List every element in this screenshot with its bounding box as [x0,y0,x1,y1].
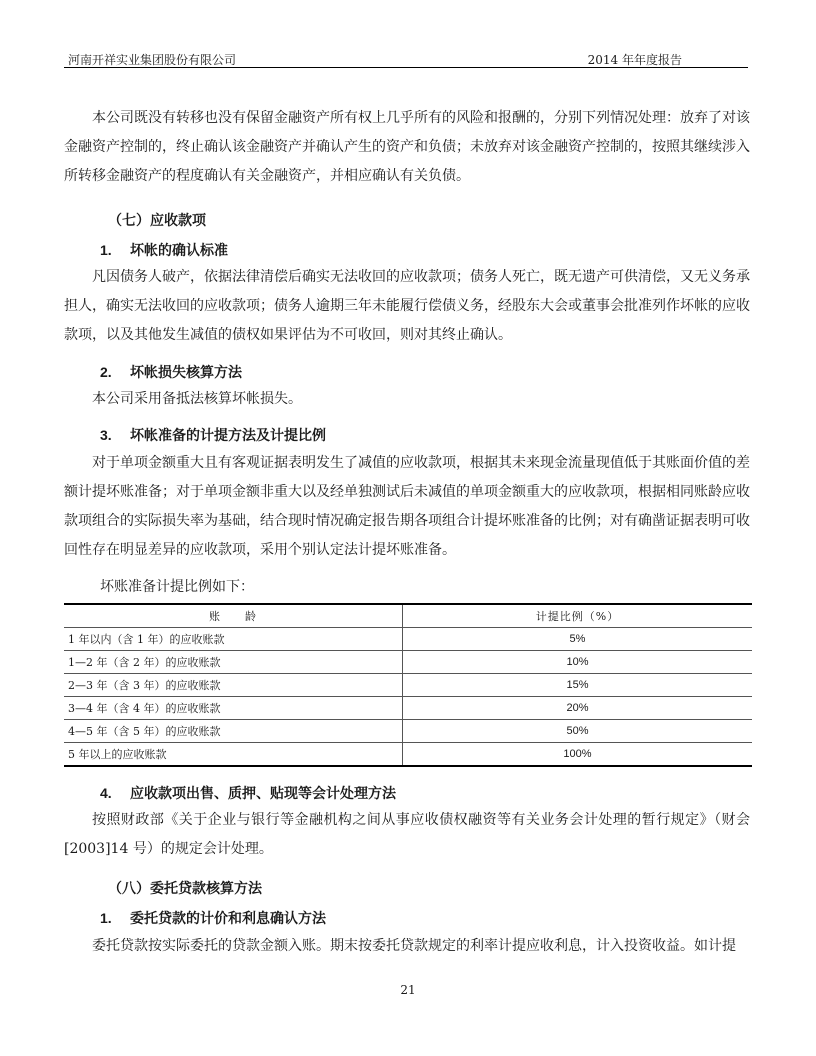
ratio-cell: 50% [403,720,753,743]
column-header-ratio: 计提比例（%） [403,604,753,628]
table-row [64,628,752,651]
ratio-cell: 100% [403,743,753,767]
provision-ratio-table [64,603,752,767]
header-company: 河南开祥实业集团股份有限公司 [68,53,237,67]
page-number: 21 [400,983,416,997]
subsection-title: 坏帐准备的计提方法及计提比例 [130,428,326,444]
ratio-cell: 5% [403,628,753,651]
table-row [64,743,752,767]
subsection-number: 2. [100,364,112,380]
subsection-7-2-heading [100,362,242,382]
ratio-cell: 15% [403,674,753,697]
subsection-number: 3. [100,427,112,443]
subsection-title: 坏帐的确认标准 [130,243,228,259]
subsection-number: 4. [100,785,112,801]
subsection-title: 坏帐损失核算方法 [130,365,242,381]
subsection-7-1-heading [100,240,228,260]
aging-cell: 5 年以上的应收账款 [64,743,403,767]
provision-method-paragraph: 对于单项金额重大且有客观证据表明发生了减值的应收款项，根据其未来现金流量现值低于其账面价值的差额计提坏账准备；对于单项金额非重大以及经单独测试后未减值的单项金额重大的应收款项，根据相同账龄应收款项组合的实际损失率为基础，结合现时情况确定报告期各项组合计提坏账准备的比例；对有确凿证据表明可收回性存在明显差异的应收款项，采用个别认定法计提坏账准备。 [64,455,750,558]
table-row [64,720,752,743]
ratio-cell: 10% [403,651,753,674]
receivables-disposal-paragraph: 按照财政部《关于企业与银行等金融机构之间从事应收债权融资等有关业务会计处理的暂行规定》（财会[2003]14 号）的规定会计处理。 [64,812,750,857]
subsection-number: 1. [100,242,112,258]
aging-cell: 3—4 年（含 4 年）的应收账款 [64,697,403,720]
page-header [64,49,748,68]
subsection-8-1-heading [100,908,326,928]
section-8-heading: （八）委托贷款核算方法 [108,881,262,897]
subsection-title: 应收款项出售、质押、贴现等会计处理方法 [130,786,396,802]
aging-cell: 1 年以内（含 1 年）的应收账款 [64,628,403,651]
bad-debt-method-paragraph: 本公司采用备抵法核算坏帐损失。 [92,391,302,407]
subsection-title: 委托贷款的计价和利息确认方法 [130,911,326,927]
table-row [64,697,752,720]
column-header-aging: 账 龄 [64,604,403,628]
ratio-cell: 20% [403,697,753,720]
table-header-row [64,604,752,628]
subsection-7-4-heading [100,783,396,803]
header-report-title: 2014 年年度报告 [587,53,682,67]
bad-debt-criteria-paragraph: 凡因债务人破产，依据法律清偿后确实无法收回的应收款项；债务人死亡，既无遗产可供清偿，又无义务承担人，确实无法收回的应收款项；债务人逾期三年未能履行偿债义务，经股东大会或董事会批准列作坏帐的应收款项，以及其他发生减值的债权如果评估为不可收回，则对其终止确认。 [64,269,750,343]
subsection-number: 1. [100,910,112,926]
aging-cell: 4—5 年（含 5 年）的应收账款 [64,720,403,743]
aging-cell: 1—2 年（含 2 年）的应收账款 [64,651,403,674]
section-7-heading: （七）应收款项 [108,213,206,229]
subsection-7-3-heading [100,425,326,445]
aging-cell: 2—3 年（含 3 年）的应收账款 [64,674,403,697]
table-intro: 坏账准备计提比例如下： [100,579,254,595]
entrusted-loan-paragraph: 委托贷款按实际委托的贷款金额入账。期末按委托贷款规定的利率计提应收利息，计入投资收益。如计提 [92,938,736,954]
table-row [64,651,752,674]
intro-paragraph: 本公司既没有转移也没有保留金融资产所有权上几乎所有的风险和报酬的，分别下列情况处理：放弃了对该金融资产控制的，终止确认该金融资产并确认产生的资产和负债；未放弃对该金融资产控制的，按照其继续涉入所转移金融资产的程度确认有关金融资产，并相应确认有关负债。 [64,110,750,184]
table-row [64,674,752,697]
